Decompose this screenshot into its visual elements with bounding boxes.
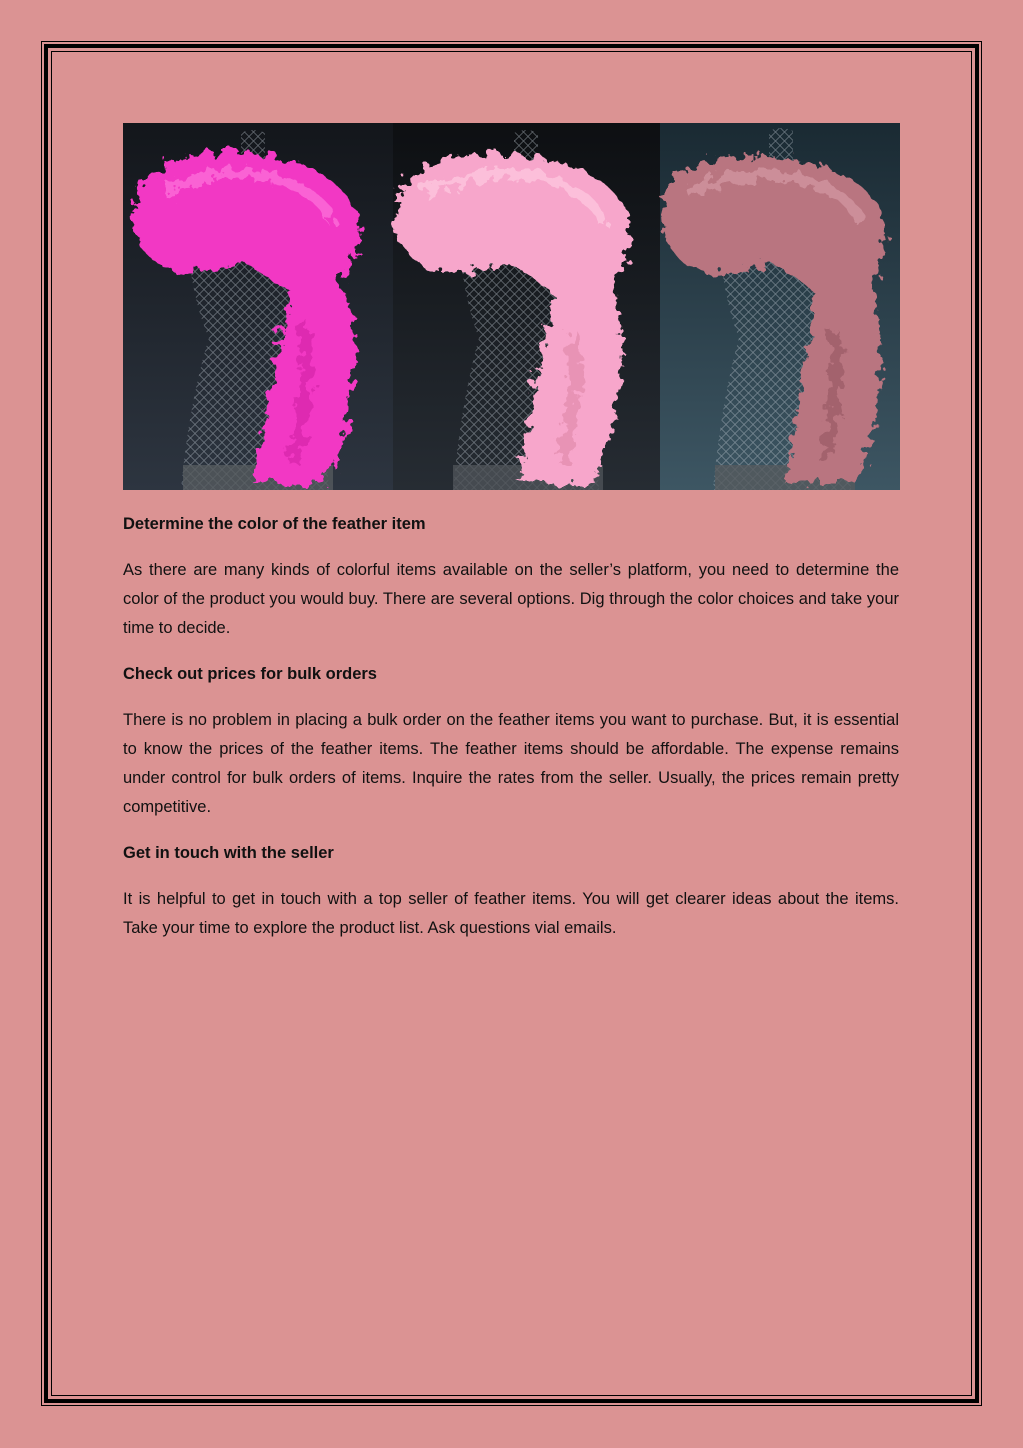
article-content	[123, 510, 899, 960]
section-contact	[123, 839, 899, 943]
section-heading: Check out prices for bulk orders	[123, 665, 377, 683]
section-paragraph: As there are many kinds of colorful items available on the seller’s platform, you need to determine the color of the product you would buy. There are several options. Dig through the color choices and take your time to decide.	[123, 561, 899, 637]
section-heading: Get in touch with the seller	[123, 844, 334, 862]
section-color	[123, 510, 899, 643]
section-prices	[123, 660, 899, 822]
section-paragraph: It is helpful to get in touch with a top seller of feather items. You will get clearer ideas about the items. Take your time to explore the product list. Ask questions vial emails.	[123, 890, 899, 937]
feather-boas-photo	[123, 123, 900, 490]
section-paragraph: There is no problem in placing a bulk order on the feather items you want to purchase. But, it is essential to know the prices of the feather items. The feather items should be affordable. The expense remains under control for bulk orders of items. Inquire the rates from the seller. Usually, the prices remain pretty competitive.	[123, 711, 899, 816]
section-heading: Determine the color of the feather item	[123, 515, 426, 533]
